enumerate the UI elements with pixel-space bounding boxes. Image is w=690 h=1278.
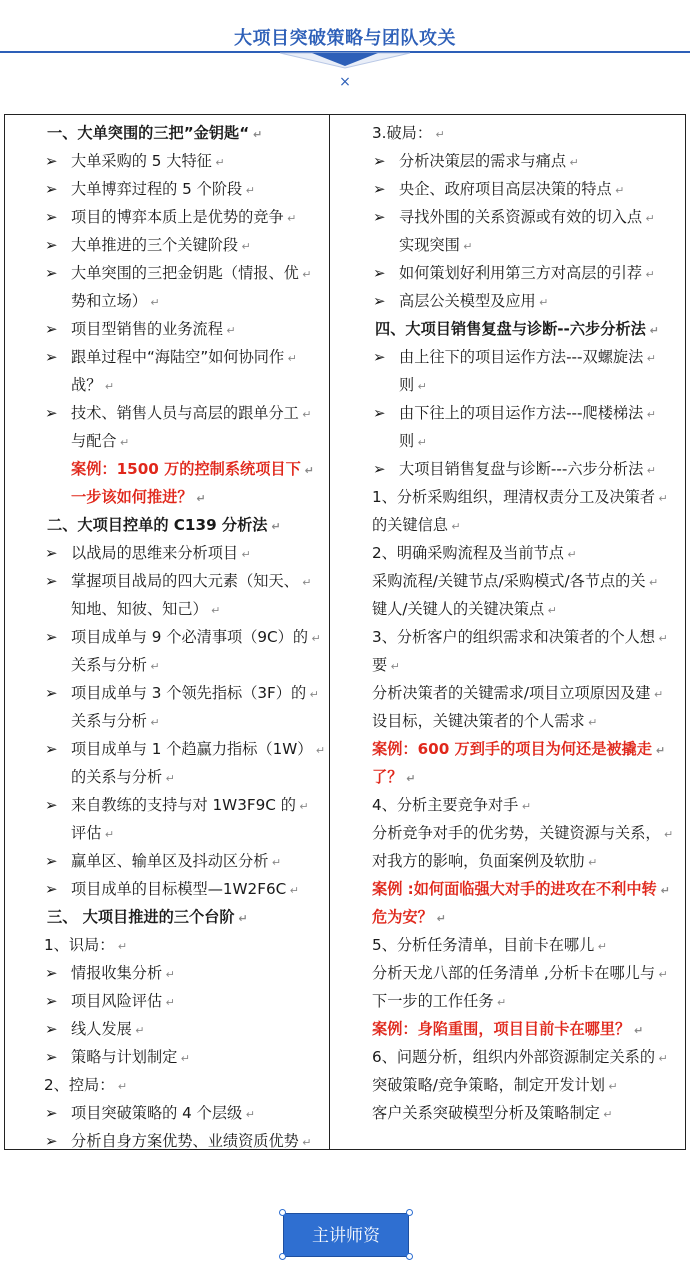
paragraph-line: 4、分析主要竞争对手 ↵ [372, 796, 532, 814]
list-item: ➢ 寻找外围的关系资源或有效的切入点 ↵ [337, 203, 681, 231]
arrow-bullet-icon: ➢ [45, 544, 58, 562]
paragraph-mark-icon: ↵ [660, 828, 674, 841]
list-item: ➢ 项目成单与 1 个趋赢力指标（1W） ↵ [9, 735, 327, 763]
arrow-bullet-icon: ➢ [45, 1048, 58, 1066]
list-item-continuation: 关系与分析 ↵ [71, 656, 160, 674]
paragraph-mark-icon: ↵ [642, 268, 655, 281]
paragraph-mark-icon: ↵ [162, 968, 175, 981]
paragraph-mark-icon: ↵ [211, 156, 225, 169]
paragraph-line: 要 ↵ [372, 656, 400, 674]
arrow-bullet-icon: ➢ [373, 180, 386, 198]
list-item: ➢ 分析自身方案优势、业绩资质优势 ↵ [9, 1127, 327, 1155]
list-item: ➢ 以战局的思维来分析项目 ↵ [9, 539, 327, 567]
arrow-bullet-icon: ➢ [373, 404, 386, 422]
list-item: ➢ 项目成单的目标模型—1W2F6C ↵ [9, 875, 327, 903]
paragraph-mark-icon: ↵ [414, 380, 427, 393]
paragraph-mark-icon: ↵ [493, 996, 507, 1009]
arrow-bullet-icon: ➢ [45, 880, 58, 898]
paragraph-line: 分析决策者的关键需求/项目立项原因及建 ↵ [372, 684, 664, 702]
paragraph-mark-icon: ↵ [267, 520, 281, 533]
left-column [9, 119, 327, 1155]
paragraph-mark-icon: ↵ [249, 128, 263, 141]
list-item: ➢ 央企、政府项目高层决策的特点 ↵ [337, 175, 681, 203]
list-item: ➢ 来自教练的支持与对 1W3F9C 的 ↵ [9, 791, 327, 819]
paragraph-mark-icon: ↵ [298, 576, 312, 589]
case-study-text: 一步该如何推进？ ↵ [71, 488, 206, 506]
paragraph-line: 客户关系突破模型分析及策略制定 ↵ [372, 1104, 613, 1122]
close-icon: × [339, 74, 351, 90]
paragraph-mark-icon: ↵ [652, 744, 666, 757]
list-item: ➢ 如何策划好利用第三方对高层的引荐 ↵ [337, 259, 681, 287]
paragraph-mark-icon: ↵ [655, 632, 668, 645]
arrow-bullet-icon: ➢ [45, 572, 58, 590]
paragraph-line: 对我方的影响，负面案例及软肋 ↵ [372, 852, 598, 870]
list-item: ➢ 情报收集分析 ↵ [9, 959, 327, 987]
paragraph-line: 3、分析客户的组织需求和决策者的个人想 ↵ [372, 628, 668, 646]
arrow-bullet-icon: ➢ [45, 628, 58, 646]
list-item: ➢ 项目风险评估 ↵ [9, 987, 327, 1015]
paragraph-mark-icon: ↵ [298, 408, 312, 421]
paragraph-mark-icon: ↵ [283, 212, 297, 225]
list-item: ➢ 项目成单与 3 个领先指标（3F）的 ↵ [9, 679, 327, 707]
header [0, 0, 690, 100]
arrow-bullet-icon: ➢ [45, 1020, 58, 1038]
outline-table [4, 114, 686, 1150]
paragraph-mark-icon: ↵ [432, 912, 446, 925]
list-item: ➢ 大单突围的三把金钥匙（情报、优 ↵ [9, 259, 327, 287]
paragraph-mark-icon: ↵ [242, 1108, 255, 1121]
selection-handle [279, 1253, 286, 1260]
list-item: ➢ 大单采购的 5 大特征 ↵ [9, 147, 327, 175]
list-item: ➢ 技术、销售人员与高层的跟单分工 ↵ [9, 399, 327, 427]
arrow-bullet-icon: ➢ [373, 460, 386, 478]
list-item: ➢ 项目型销售的业务流程 ↵ [9, 315, 327, 343]
paragraph-line: 的关键信息 ↵ [372, 516, 461, 534]
arrow-bullet-icon: ➢ [45, 264, 58, 282]
paragraph-line: 5、分析任务清单，目前卡在哪儿 ↵ [372, 936, 608, 954]
paragraph-mark-icon: ↵ [447, 520, 461, 533]
paragraph-mark-icon: ↵ [584, 856, 598, 869]
paragraph-mark-icon: ↵ [643, 408, 656, 421]
list-item: ➢ 大单推进的三个关键阶段 ↵ [9, 231, 327, 259]
paragraph-line: 分析天龙八部的任务清单 ,分析卡在哪儿与 ↵ [372, 964, 668, 982]
paragraph-mark-icon: ↵ [207, 604, 221, 617]
selection-handle [279, 1209, 286, 1216]
paragraph-mark-icon: ↵ [234, 912, 248, 925]
paragraph-mark-icon: ↵ [298, 268, 312, 281]
section-heading: 三、 大项目推进的三个台阶 ↵ [47, 908, 248, 926]
selection-handle [406, 1209, 413, 1216]
paragraph-mark-icon: ↵ [566, 156, 579, 169]
case-study-text: 案例：身陷重围，项目目前卡在哪里？ ↵ [372, 1020, 644, 1038]
paragraph-mark-icon: ↵ [655, 1052, 668, 1065]
paragraph-mark-icon: ↵ [645, 576, 659, 589]
list-item: ➢ 高层公关模型及应用 ↵ [337, 287, 681, 315]
list-item-continuation: 评估 ↵ [71, 824, 115, 842]
paragraph-mark-icon: ↵ [286, 884, 299, 897]
arrow-bullet-icon: ➢ [45, 684, 58, 702]
list-item: ➢ 由上往下的项目运作方法---双螺旋法 ↵ [337, 343, 681, 371]
section-heading: 四、大项目销售复盘与诊断--六步分析法 ↵ [375, 320, 659, 338]
paragraph-mark-icon: ↵ [238, 548, 251, 561]
paragraph-mark-icon: ↵ [268, 856, 282, 869]
paragraph-line: 键人/关键人的关键决策点 ↵ [372, 600, 557, 618]
paragraph-mark-icon: ↵ [655, 492, 668, 505]
page-title: 大项目突破策略与团队攻关 [234, 28, 456, 49]
paragraph-mark-icon: ↵ [604, 1080, 618, 1093]
arrow-bullet-icon: ➢ [45, 180, 58, 198]
header-divider [0, 40, 690, 90]
paragraph-line: 1、识局： ↵ [44, 936, 128, 954]
list-item: ➢ 大单博弈过程的 5 个阶段 ↵ [9, 175, 327, 203]
arrow-bullet-icon: ➢ [45, 404, 58, 422]
paragraph-mark-icon: ↵ [642, 212, 655, 225]
paragraph-mark-icon: ↵ [387, 660, 400, 673]
arrow-bullet-icon: ➢ [373, 208, 386, 226]
section-heading: 一、大单突围的三把”金钥匙“ ↵ [47, 124, 263, 142]
arrow-bullet-icon: ➢ [373, 264, 386, 282]
arrow-bullet-icon: ➢ [45, 348, 58, 366]
list-item: ➢ 大项目销售复盘与诊断---六步分析法 ↵ [337, 455, 681, 483]
selection-handle [406, 1253, 413, 1260]
case-study-text: 案例：1500 万的控制系统项目下 ↵ [71, 460, 314, 478]
paragraph-line: 分析竞争对手的优劣势，关键资源与关系， ↵ [372, 824, 674, 842]
list-item-continuation: 实现突围 ↵ [399, 236, 473, 254]
paragraph-line: 采购流程/关键节点/采购模式/各节点的关 ↵ [372, 572, 659, 590]
arrow-bullet-icon: ➢ [45, 852, 58, 870]
list-item: ➢ 项目突破策略的 4 个层级 ↵ [9, 1099, 327, 1127]
list-item-continuation: 的关系与分析 ↵ [71, 768, 175, 786]
arrow-bullet-icon: ➢ [45, 152, 58, 170]
list-item: ➢ 分析决策层的需求与痛点 ↵ [337, 147, 681, 175]
list-item: ➢ 策略与计划制定 ↵ [9, 1043, 327, 1071]
paragraph-mark-icon: ↵ [306, 688, 319, 701]
paragraph-mark-icon: ↵ [300, 464, 314, 477]
paragraph-mark-icon: ↵ [295, 800, 309, 813]
section-heading: 二、大项目控单的 C139 分析法 ↵ [47, 516, 281, 534]
paragraph-mark-icon: ↵ [656, 884, 670, 897]
paragraph-mark-icon: ↵ [177, 1052, 191, 1065]
paragraph-line: 突破策略/竞争策略，制定开发计划 ↵ [372, 1076, 618, 1094]
arrow-bullet-icon: ➢ [45, 236, 58, 254]
paragraph-mark-icon: ↵ [162, 996, 175, 1009]
arrow-bullet-icon: ➢ [373, 152, 386, 170]
paragraph-mark-icon: ↵ [459, 240, 473, 253]
list-item-continuation: 关系与分析 ↵ [71, 712, 160, 730]
paragraph-mark-icon: ↵ [192, 492, 206, 505]
arrow-bullet-icon: ➢ [45, 964, 58, 982]
arrow-bullet-icon: ➢ [45, 1132, 58, 1150]
lecturer-button[interactable]: 主讲师资 [283, 1213, 409, 1257]
list-item-continuation: 则 ↵ [399, 376, 427, 394]
paragraph-mark-icon: ↵ [414, 436, 427, 449]
paragraph-mark-icon: ↵ [222, 324, 236, 337]
paragraph-mark-icon: ↵ [101, 380, 115, 393]
paragraph-mark-icon: ↵ [284, 352, 297, 365]
arrow-bullet-icon: ➢ [373, 348, 386, 366]
paragraph-mark-icon: ↵ [655, 968, 668, 981]
arrow-bullet-icon: ➢ [373, 292, 386, 310]
list-item-continuation: 势和立场） ↵ [71, 292, 160, 310]
paragraph-mark-icon: ↵ [101, 828, 115, 841]
paragraph-line: 2、控局： ↵ [44, 1076, 128, 1094]
paragraph-mark-icon: ↵ [114, 1080, 128, 1093]
paragraph-mark-icon: ↵ [432, 128, 445, 141]
paragraph-mark-icon: ↵ [611, 184, 625, 197]
arrow-bullet-icon: ➢ [45, 740, 58, 758]
paragraph-mark-icon: ↵ [535, 296, 549, 309]
column-divider [329, 115, 330, 1149]
paragraph-mark-icon: ↵ [402, 772, 416, 785]
paragraph-line: 1、分析采购组织，理清权责分工及决策者 ↵ [372, 488, 668, 506]
paragraph-mark-icon: ↵ [242, 184, 255, 197]
list-item-continuation: 则 ↵ [399, 432, 427, 450]
list-item: ➢ 线人发展 ↵ [9, 1015, 327, 1043]
paragraph-mark-icon: ↵ [584, 716, 598, 729]
paragraph-mark-icon: ↵ [308, 632, 321, 645]
paragraph-mark-icon: ↵ [146, 296, 160, 309]
list-item: ➢ 赢单区、输单区及抖动区分析 ↵ [9, 847, 327, 875]
arrow-bullet-icon: ➢ [45, 320, 58, 338]
paragraph-mark-icon: ↵ [518, 800, 532, 813]
list-item-continuation: 与配合 ↵ [71, 432, 130, 450]
arrow-bullet-icon: ➢ [45, 796, 58, 814]
case-study-text: 了？ ↵ [372, 768, 416, 786]
paragraph-mark-icon: ↵ [544, 604, 557, 617]
paragraph-mark-icon: ↵ [599, 1108, 613, 1121]
list-item: ➢ 项目的博弈本质上是优势的竞争 ↵ [9, 203, 327, 231]
paragraph-mark-icon: ↵ [594, 940, 608, 953]
case-study-text: 案例：600 万到手的项目为何还是被撬走 ↵ [372, 740, 666, 758]
paragraph-mark-icon: ↵ [116, 436, 130, 449]
paragraph-mark-icon: ↵ [650, 688, 664, 701]
paragraph-mark-icon: ↵ [131, 1024, 145, 1037]
paragraph-line: 设目标，关键决策者的个人需求 ↵ [372, 712, 598, 730]
case-study-text: 案例 :如何面临强大对手的进攻在不利中转 ↵ [372, 880, 670, 898]
paragraph-mark-icon: ↵ [162, 772, 175, 785]
paragraph-line: 下一步的工作任务 ↵ [372, 992, 507, 1010]
paragraph-mark-icon: ↵ [563, 548, 577, 561]
paragraph-mark-icon: ↵ [146, 716, 160, 729]
right-column [337, 119, 681, 1127]
arrow-bullet-icon: ➢ [45, 992, 58, 1010]
paragraph-line: 2、明确采购流程及当前节点 ↵ [372, 544, 577, 562]
list-item: ➢ 跟单过程中“海陆空”如何协同作 ↵ [9, 343, 327, 371]
paragraph-mark-icon: ↵ [630, 1024, 644, 1037]
paragraph-mark-icon: ↵ [298, 1136, 312, 1149]
list-item: ➢ 项目成单与 9 个必清事项（9C）的 ↵ [9, 623, 327, 651]
list-item-continuation: 战？ ↵ [71, 376, 115, 394]
list-item: ➢ 由下往上的项目运作方法---爬楼梯法 ↵ [337, 399, 681, 427]
arrow-bullet-icon: ➢ [45, 208, 58, 226]
paragraph-mark-icon: ↵ [312, 744, 326, 757]
paragraph-mark-icon: ↵ [238, 240, 251, 253]
case-study-text: 危为安？ ↵ [372, 908, 446, 926]
list-item: ➢ 掌握项目战局的四大元素（知天、 ↵ [9, 567, 327, 595]
paragraph-mark-icon: ↵ [645, 324, 659, 337]
paragraph-mark-icon: ↵ [643, 352, 656, 365]
paragraph-line: 6、问题分析，组织内外部资源制定关系的 ↵ [372, 1048, 668, 1066]
paragraph-mark-icon: ↵ [146, 660, 160, 673]
paragraph-line: 3.破局： ↵ [372, 124, 445, 142]
arrow-bullet-icon: ➢ [45, 1104, 58, 1122]
paragraph-mark-icon: ↵ [643, 464, 656, 477]
paragraph-mark-icon: ↵ [114, 940, 128, 953]
list-item-continuation: 知地、知彼、知己） ↵ [71, 600, 221, 618]
